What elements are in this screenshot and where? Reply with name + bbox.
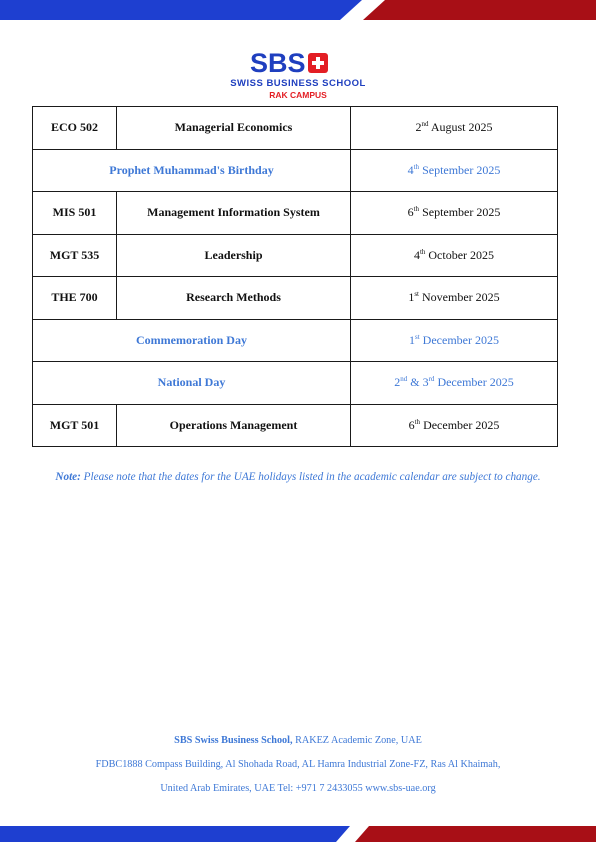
footer-org-name: SBS Swiss Business School, [174, 735, 293, 746]
school-logo [0, 48, 596, 104]
holiday-name: National Day [33, 362, 351, 405]
logo-mark [250, 48, 328, 78]
course-name: Managerial Economics [117, 107, 351, 150]
holiday-name: Prophet Muhammad's Birthday [33, 149, 351, 192]
course-name: Operations Management [117, 404, 351, 447]
course-date: 4th October 2025 [351, 234, 558, 277]
table-row [33, 107, 558, 150]
note-label: Note: [55, 471, 81, 483]
table-row-holiday [33, 319, 558, 362]
course-date: 2nd August 2025 [351, 107, 558, 150]
course-name: Management Information System [117, 192, 351, 235]
logo-campus-name: RAK CAMPUS [269, 90, 327, 100]
holiday-name: Commemoration Day [33, 319, 351, 362]
table-row-holiday [33, 149, 558, 192]
note-text: Please note that the dates for the UAE holidays listed in the academic calendar are subject to change. [80, 471, 541, 483]
footer-address-line-2: FDBC1888 Compass Building, Al Shohada Road, AL Hamra Industrial Zone-FZ, Ras Al Khaimah, [95, 759, 501, 770]
course-code: ECO 502 [33, 107, 117, 150]
table-row [33, 404, 558, 447]
table-row [33, 192, 558, 235]
course-date: 1st November 2025 [351, 277, 558, 320]
table-row-holiday [33, 362, 558, 405]
holiday-date: 4th September 2025 [351, 149, 558, 192]
holiday-date: 2nd & 3rd December 2025 [351, 362, 558, 405]
course-name: Research Methods [117, 277, 351, 320]
logo-school-name: SWISS BUSINESS SCHOOL [230, 78, 366, 89]
table-row [33, 234, 558, 277]
logo-brand-text: SBS [250, 48, 306, 78]
top-decorative-band [0, 0, 596, 20]
footer-address-line-1: SBS Swiss Business School, RAKEZ Academic Zone, UAE [174, 735, 422, 746]
course-code: THE 700 [33, 277, 117, 320]
academic-calendar-table [32, 106, 558, 447]
course-date: 6th December 2025 [351, 404, 558, 447]
holiday-date: 1st December 2025 [351, 319, 558, 362]
course-code: MGT 535 [33, 234, 117, 277]
footer-contact-line: United Arab Emirates, UAE Tel: +971 7 2433055 www.sbs-uae.org [160, 783, 436, 794]
course-code: MIS 501 [33, 192, 117, 235]
course-date: 6th September 2025 [351, 192, 558, 235]
holiday-disclaimer-note [0, 471, 596, 483]
swiss-cross-icon [308, 53, 328, 73]
course-name: Leadership [117, 234, 351, 277]
bottom-decorative-band [0, 826, 596, 842]
course-code: MGT 501 [33, 404, 117, 447]
table-row [33, 277, 558, 320]
